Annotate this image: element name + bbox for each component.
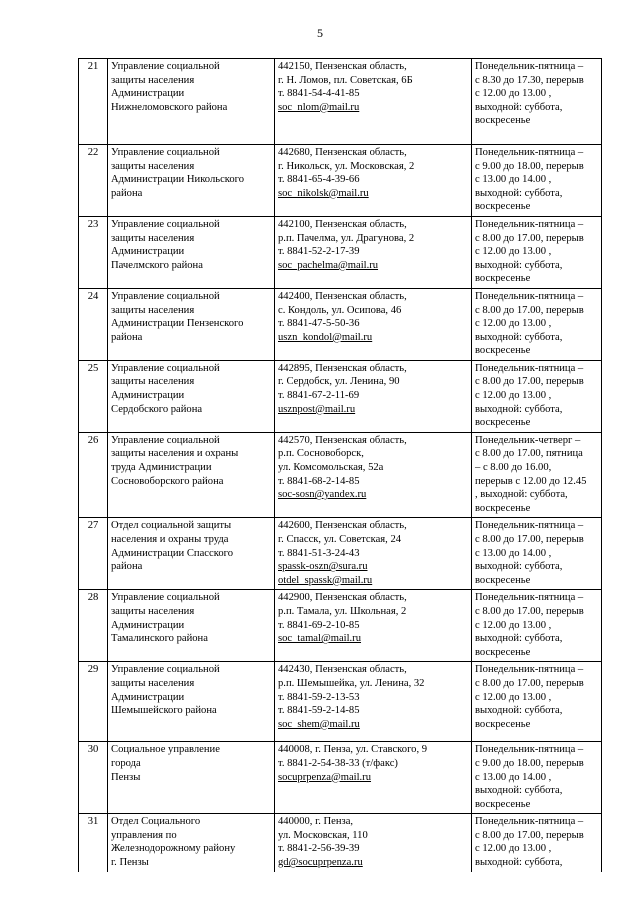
table-row: [79, 360, 602, 432]
office-address-line: г. Сердобск, ул. Ленина, 90: [278, 376, 400, 388]
office-hours: [472, 288, 602, 360]
office-name-line: Отдел социальной защиты: [111, 520, 232, 532]
row-number: 23: [79, 216, 108, 288]
office-name-line: Администрации: [111, 619, 185, 631]
page-number: 5: [317, 26, 323, 40]
office-name-line: района: [111, 561, 143, 573]
office-hours: [472, 742, 602, 814]
office-name-line: Управление социальной: [111, 61, 220, 72]
office-address-line: 442680, Пензенская область,: [278, 146, 407, 158]
office-hours-line: воскресенье: [475, 417, 531, 429]
office-hours-line: с 12.00 до 13.00 ,: [475, 691, 552, 703]
office-hours-line: с 13.00 до 14.00 ,: [475, 771, 552, 783]
office-address-line: т. 8841-68-2-14-85: [278, 475, 360, 487]
email-link[interactable]: soc_nlom@mail.ru: [278, 101, 360, 113]
office-address-line: г. Н. Ломов, пл. Советская, 6Б: [278, 74, 413, 86]
office-name-line: г. Пензы: [111, 857, 149, 869]
office-hours-line: перерыв с 12.00 до 12.45: [475, 475, 587, 487]
office-hours: [472, 432, 602, 518]
office-address-line: т. 8841-51-3-24-43: [278, 547, 360, 559]
office-hours-line: выходной: суббота,: [475, 259, 563, 271]
email-link[interactable]: soc_nikolsk@mail.ru: [278, 187, 369, 199]
office-hours-line: с 13.00 до 14.00 ,: [475, 174, 552, 186]
office-name: [108, 662, 275, 742]
office-name-line: Администрации: [111, 88, 185, 100]
office-address-line: р.п. Пачелма, ул. Драгунова, 2: [278, 232, 415, 244]
office-name: [108, 59, 275, 145]
email-link[interactable]: soc_tamal@mail.ru: [278, 633, 362, 645]
office-hours-line: с 8.00 до 17.00, перерыв: [475, 677, 584, 689]
office-address-line: т. 8841-67-2-11-69: [278, 390, 360, 402]
office-name-line: Сосновоборского района: [111, 475, 224, 487]
office-name-line: Управление социальной: [111, 362, 220, 374]
office-hours-line: – с 8.00 до 16.00,: [475, 462, 552, 474]
office-hours-line: выходной: суббота,: [475, 101, 563, 113]
office-address: [275, 432, 472, 518]
office-name-line: Нижнеломовского района: [111, 101, 228, 113]
office-address-line: 442430, Пензенская область,: [278, 664, 407, 676]
office-name-line: защиты населения: [111, 376, 195, 388]
office-name-line: защиты населения: [111, 605, 195, 617]
office-address-line: т. 8841-54-4-41-85: [278, 88, 360, 100]
office-hours-line: с 8.00 до 17.00, перерыв: [475, 605, 584, 617]
office-address-line: г. Никольск, ул. Московская, 2: [278, 160, 415, 172]
offices-table-body: [79, 59, 602, 872]
office-address-line: 442100, Пензенская область,: [278, 218, 407, 230]
office-address-line: 442900, Пензенская область,: [278, 592, 407, 604]
office-name-line: Администрации Никольского: [111, 174, 245, 186]
office-hours-line: с 8.00 до 17.00, перерыв: [475, 304, 584, 316]
office-name-line: Администрации Пензенского: [111, 318, 244, 330]
office-hours-line: воскресенье: [475, 646, 531, 658]
office-name: [108, 288, 275, 360]
office-name: [108, 590, 275, 662]
office-address-line: 442570, Пензенская область,: [278, 434, 407, 446]
office-hours-line: с 9.00 до 18.00, перерыв: [475, 160, 584, 172]
row-number: 27: [79, 518, 108, 590]
office-name-line: Управление социальной: [111, 664, 220, 676]
table-row: [79, 216, 602, 288]
office-hours-line: выходной: суббота,: [475, 785, 563, 797]
office-address-line: т. 8841-65-4-39-66: [278, 174, 360, 186]
office-hours: [472, 590, 602, 662]
office-hours-line: с 8.00 до 17.00, пятница: [475, 448, 583, 460]
office-hours-line: с 12.00 до 13.00 ,: [475, 619, 552, 631]
office-hours-line: воскресенье: [475, 502, 531, 514]
office-name-line: Управление социальной: [111, 592, 220, 604]
office-hours-line: с 8.00 до 17.00, перерыв: [475, 376, 584, 388]
office-hours: [472, 360, 602, 432]
office-hours: [472, 518, 602, 590]
office-hours-line: с 12.00 до 13.00 ,: [475, 390, 552, 402]
table-row: [79, 288, 602, 360]
email-link[interactable]: otdel_spassk@mail.ru: [278, 574, 373, 586]
office-hours-line: с 8.30 до 17.30, перерыв: [475, 74, 584, 86]
office-address-line: ул. Московская, 110: [278, 829, 368, 841]
office-address: [275, 742, 472, 814]
office-name-line: города: [111, 757, 141, 769]
office-address-line: 442600, Пензенская область,: [278, 520, 407, 532]
office-name-line: Социальное управление: [111, 744, 220, 756]
office-name-line: защиты населения: [111, 304, 195, 316]
table-row: [79, 432, 602, 518]
office-address-line: 442400, Пензенская область,: [278, 290, 407, 302]
office-name: [108, 814, 275, 872]
office-hours-line: с 12.00 до 13.00 ,: [475, 246, 552, 258]
table-row: [79, 59, 602, 145]
office-hours-line: Понедельник-пятница –: [475, 816, 584, 828]
office-name-line: Управление социальной: [111, 146, 220, 158]
office-name-line: управления по: [111, 829, 177, 841]
office-hours-line: , выходной: суббота,: [475, 489, 568, 501]
office-name-line: Пачелмского района: [111, 259, 203, 271]
office-name-line: защиты населения: [111, 677, 195, 689]
office-hours-line: с 12.00 до 13.00 ,: [475, 843, 552, 855]
office-hours-line: с 12.00 до 13.00 ,: [475, 88, 552, 100]
office-address: [275, 144, 472, 216]
office-hours-line: Понедельник-пятница –: [475, 146, 584, 158]
email-link[interactable]: uszn_kondol@mail.ru: [278, 331, 373, 343]
office-name-line: района: [111, 331, 143, 343]
office-address-line: р.п. Сосновоборск,: [278, 448, 364, 460]
row-number: 25: [79, 360, 108, 432]
row-number: 30: [79, 742, 108, 814]
row-number: 22: [79, 144, 108, 216]
office-name-line: защиты населения: [111, 160, 195, 172]
office-name: [108, 360, 275, 432]
office-hours: [472, 216, 602, 288]
office-address-line: с. Кондоль, ул. Осипова, 46: [278, 304, 402, 316]
office-hours-line: с 12.00 до 13.00 ,: [475, 318, 552, 330]
office-hours-line: воскресенье: [475, 201, 531, 213]
office-address: [275, 360, 472, 432]
email-link[interactable]: socuprpenza@mail.ru: [278, 771, 372, 783]
office-hours-line: Понедельник-пятница –: [475, 744, 584, 756]
office-name-line: района: [111, 187, 143, 199]
offices-table: [78, 58, 602, 872]
office-name: [108, 144, 275, 216]
office-address-line: 440008, г. Пенза, ул. Ставского, 9: [278, 744, 428, 756]
table-row: [79, 742, 602, 814]
office-hours-line: с 8.00 до 17.00, перерыв: [475, 232, 584, 244]
office-name-line: Администрации Спасского: [111, 547, 233, 559]
office-address-line: ул. Комсомольская, 52а: [278, 462, 384, 474]
office-hours-line: с 13.00 до 14.00 ,: [475, 547, 552, 559]
row-number: 28: [79, 590, 108, 662]
office-hours-line: Понедельник-пятница –: [475, 61, 584, 72]
office-hours-line: с 8.00 до 17.00, перерыв: [475, 534, 584, 545]
office-address-line: р.п. Шемышейка, ул. Ленина, 32: [278, 677, 425, 689]
office-name-line: Пензы: [111, 771, 141, 783]
office-hours-line: воскресенье: [475, 574, 531, 586]
office-name-line: Железнодорожному району: [111, 843, 236, 855]
office-name-line: Управление социальной: [111, 434, 220, 446]
office-address-line: 442150, Пензенская область,: [278, 61, 407, 72]
office-hours: [472, 144, 602, 216]
office-address-line: г. Спасск, ул. Советская, 24: [278, 534, 402, 545]
office-hours-line: воскресенье: [475, 115, 531, 127]
office-address: [275, 216, 472, 288]
office-hours: [472, 662, 602, 742]
office-name: [108, 518, 275, 590]
office-name-line: Администрации: [111, 390, 185, 402]
table-row: [79, 518, 602, 590]
office-name: [108, 432, 275, 518]
office-address: [275, 288, 472, 360]
email-link[interactable]: soc-sosn@yandex.ru: [278, 489, 367, 501]
office-name-line: Сердобского района: [111, 403, 203, 415]
office-name-line: защиты населения и охраны: [111, 448, 239, 460]
office-address-line: р.п. Тамала, ул. Школьная, 2: [278, 605, 407, 617]
office-address-line: т. 8841-69-2-10-85: [278, 619, 360, 631]
office-address: [275, 814, 472, 872]
office-address: [275, 662, 472, 742]
office-hours-line: воскресенье: [475, 718, 531, 730]
table-row: [79, 662, 602, 742]
office-hours-line: выходной: суббота,: [475, 857, 563, 869]
office-name-line: Управление социальной: [111, 218, 220, 230]
office-address-line: т. 8841-2-56-39-39: [278, 843, 360, 855]
office-hours-line: с 9.00 до 18.00, перерыв: [475, 757, 584, 769]
office-name-line: Администрации: [111, 691, 185, 703]
email-link[interactable]: gd@socuprpenza.ru: [278, 857, 363, 869]
office-name-line: населения и охраны труда: [111, 534, 229, 545]
office-hours: [472, 814, 602, 872]
office-hours-line: выходной: суббота,: [475, 561, 563, 573]
office-address-line: т. 8841-47-5-50-36: [278, 318, 360, 330]
office-hours-line: с 8.00 до 17.00, перерыв: [475, 829, 584, 841]
email-link[interactable]: usznpost@mail.ru: [278, 403, 356, 415]
row-number: 29: [79, 662, 108, 742]
office-hours-line: воскресенье: [475, 345, 531, 357]
office-address: [275, 590, 472, 662]
office-hours-line: выходной: суббота,: [475, 705, 563, 717]
office-hours-line: выходной: суббота,: [475, 187, 563, 199]
office-address-line: т. 8841-59-2-14-85: [278, 705, 360, 717]
table-row: [79, 590, 602, 662]
email-link[interactable]: soc_shem@mail.ru: [278, 718, 360, 730]
office-hours-line: Понедельник-четверг –: [475, 434, 581, 446]
office-name-line: Тамалинского района: [111, 633, 208, 645]
email-link[interactable]: soc_pachelma@mail.ru: [278, 259, 379, 271]
table-row: [79, 144, 602, 216]
office-name-line: защиты населения: [111, 74, 195, 86]
row-number: 24: [79, 288, 108, 360]
office-address-line: 440000, г. Пенза,: [278, 816, 354, 828]
office-name-line: Шемышейского района: [111, 705, 217, 717]
office-name-line: защиты населения: [111, 232, 195, 244]
office-name-line: Администрации: [111, 246, 185, 258]
office-hours: [472, 59, 602, 145]
table-row: [79, 814, 602, 872]
office-hours-line: Понедельник-пятница –: [475, 218, 584, 230]
office-name-line: труда Администрации: [111, 462, 212, 474]
office-hours-line: воскресенье: [475, 273, 531, 285]
office-address-line: т. 8841-52-2-17-39: [278, 246, 360, 258]
office-address-line: т. 8841-59-2-13-53: [278, 691, 360, 703]
office-hours-line: Понедельник-пятница –: [475, 520, 584, 532]
office-address: [275, 59, 472, 145]
row-number: 21: [79, 59, 108, 145]
office-name: [108, 742, 275, 814]
email-link[interactable]: spassk-oszn@sura.ru: [278, 561, 368, 573]
office-hours-line: выходной: суббота,: [475, 403, 563, 415]
office-hours-line: Понедельник-пятница –: [475, 290, 584, 302]
office-name-line: Отдел Социального: [111, 816, 201, 828]
office-hours-line: выходной: суббота,: [475, 633, 563, 645]
office-name: [108, 216, 275, 288]
office-hours-line: выходной: суббота,: [475, 331, 563, 343]
row-number: 26: [79, 432, 108, 518]
office-hours-line: Понедельник-пятница –: [475, 362, 584, 374]
office-address: [275, 518, 472, 590]
office-hours-line: Понедельник-пятница –: [475, 592, 584, 604]
office-hours-line: Понедельник-пятница –: [475, 664, 584, 676]
row-number: 31: [79, 814, 108, 872]
office-address-line: т. 8841-2-54-38-33 (т/факс): [278, 757, 398, 769]
office-hours-line: воскресенье: [475, 798, 531, 810]
office-name-line: Управление социальной: [111, 290, 220, 302]
office-address-line: 442895, Пензенская область,: [278, 362, 407, 374]
